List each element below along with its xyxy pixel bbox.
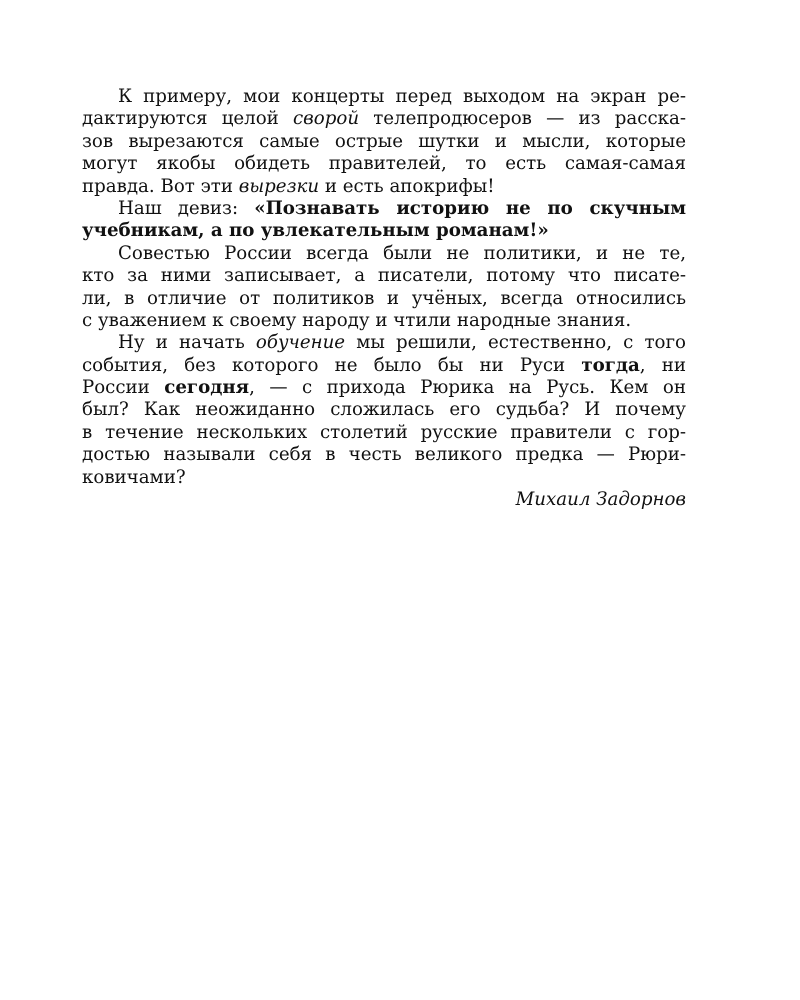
text-line (82, 310, 686, 332)
text-run: дактируются целой (82, 108, 293, 130)
text-line (82, 176, 686, 198)
bold-text-run: сегодня (164, 377, 250, 399)
text-run: , ни (639, 354, 687, 376)
bold-text-run: тогда (581, 354, 640, 376)
text-run: ковичами? (82, 466, 186, 488)
text-line (82, 108, 686, 130)
text-line (82, 377, 686, 399)
text-run: могут якобы обидеть правителей, то есть самая-самая (82, 153, 686, 175)
text-line (82, 444, 686, 466)
italic-text-run: вырезки (238, 175, 320, 197)
text-run: , — с прихода Рюрика на Русь. Кем он (249, 377, 686, 399)
bold-text-run: «Познавать историю не по скучным (254, 197, 686, 219)
text-line (82, 131, 686, 153)
text-run: Совестью России всегда были не политики, и не те, (118, 242, 686, 264)
text-line (82, 467, 686, 489)
text-line (82, 153, 686, 175)
text-run: достью называли себя в честь великого предка — Рюри- (82, 444, 686, 466)
text-run: был? Как неожиданно сложилась его судьба? И почему (82, 399, 686, 421)
text-line (82, 399, 686, 421)
text-line (82, 355, 686, 377)
text-run: ли, в отличие от политиков и учёных, всегда относились (82, 287, 686, 309)
text-run: мы решили, естественно, с того (345, 332, 686, 354)
author-signature: Михаил Задорнов (515, 489, 686, 511)
text-run: правда. Вот эти (82, 175, 239, 197)
paragraph (82, 332, 686, 489)
text-line (82, 422, 686, 444)
text-line (82, 332, 686, 354)
text-run: зов вырезаются самые острые шутки и мысли, которые (82, 130, 686, 152)
text-line (82, 86, 686, 108)
italic-text-run: сворой (293, 108, 360, 130)
text-line (82, 288, 686, 310)
paragraph (82, 243, 686, 333)
text-run: телепродюсеров — из расска- (359, 108, 686, 130)
text-run: Наш девиз: (118, 197, 255, 219)
text-run: и есть апокрифы! (319, 175, 495, 197)
text-line (82, 265, 686, 287)
text-run: Ну и начать (118, 332, 256, 354)
paragraph (82, 198, 686, 243)
text-run: с уважением к своему народу и чтили народные знания. (82, 309, 632, 331)
text-line (82, 243, 686, 265)
paragraph (82, 86, 686, 198)
text-run: К примеру, мои концерты перед выходом на экран ре- (118, 86, 686, 107)
italic-text-run: обучение (255, 332, 346, 354)
bold-text-run: учебникам, а по увлекательным романам!» (82, 220, 549, 242)
text-line (82, 198, 686, 220)
document-page (82, 86, 686, 511)
text-line (82, 220, 686, 242)
text-run: события, без которого не было бы ни Руси (82, 354, 582, 376)
text-run: кто за ними записывает, а писатели, потому что писате- (82, 265, 686, 287)
text-run: России (82, 377, 165, 399)
text-run: в течение нескольких столетий русские правители с гор- (82, 421, 686, 443)
article-body (82, 86, 686, 489)
